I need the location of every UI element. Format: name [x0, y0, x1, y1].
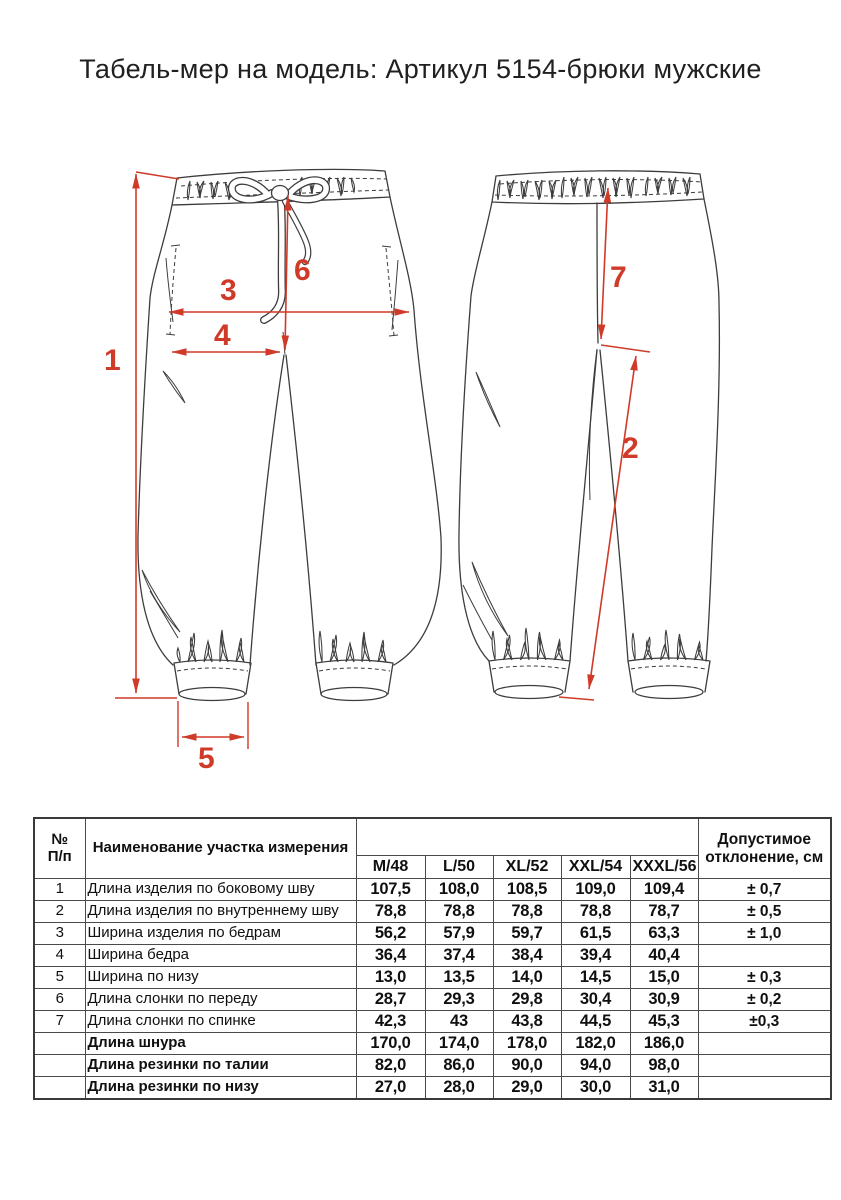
value-cell: 30,0: [561, 1077, 630, 1099]
value-cell: 78,8: [561, 901, 630, 923]
tolerance-cell: ± 0,2: [698, 989, 831, 1011]
measure-name: Длина резинки по талии: [85, 1055, 356, 1077]
row-num: [34, 1077, 85, 1099]
dim-label-6: 6: [294, 254, 311, 287]
back-left-side-seam: [459, 202, 492, 661]
value-cell: 182,0: [561, 1033, 630, 1055]
value-cell: 78,8: [425, 901, 493, 923]
measure-name: Ширина по низу: [85, 967, 356, 989]
value-cell: 109,4: [630, 879, 698, 901]
header-measure-name: Наименование участка измерения: [85, 818, 356, 879]
value-cell: 37,4: [425, 945, 493, 967]
header-size-xxl54: XXL/54: [561, 856, 630, 879]
tolerance-cell: [698, 945, 831, 967]
table-row: [34, 923, 831, 945]
value-cell: 98,0: [630, 1055, 698, 1077]
page-title: Табель-мер на модель: Артикул 5154-брюки мужские: [79, 54, 762, 84]
tolerance-cell: ±0,3: [698, 1011, 831, 1033]
table-row: [34, 1033, 831, 1055]
header-num: № П/п: [34, 818, 85, 879]
header-size-m48: М/48: [356, 856, 425, 879]
value-cell: 43: [425, 1011, 493, 1033]
back-right-side-seam: [704, 199, 719, 661]
value-cell: 86,0: [425, 1055, 493, 1077]
table-row: [34, 879, 831, 901]
row-num: 5: [34, 967, 85, 989]
header-size-l50: L/50: [425, 856, 493, 879]
value-cell: 15,0: [630, 967, 698, 989]
value-cell: 29,8: [493, 989, 561, 1011]
tolerance-cell: ± 1,0: [698, 923, 831, 945]
dim-label-5: 5: [198, 742, 215, 775]
back-left-inseam: [570, 350, 597, 661]
drawstring-bow: [232, 180, 326, 320]
value-cell: 28,0: [425, 1077, 493, 1099]
value-cell: 31,0: [630, 1077, 698, 1099]
table-row: [34, 989, 831, 1011]
table-body: [34, 879, 831, 1099]
tolerance-cell: [698, 1077, 831, 1099]
dim-label-2: 2: [622, 432, 639, 465]
value-cell: 178,0: [493, 1033, 561, 1055]
value-cell: 82,0: [356, 1055, 425, 1077]
pants-front-view: [138, 169, 703, 700]
header-sizes-group: [356, 818, 698, 856]
technical-drawing: [0, 130, 841, 810]
value-cell: 28,7: [356, 989, 425, 1011]
table-row: [34, 1077, 831, 1099]
pants-back-view: [459, 171, 719, 699]
tolerance-cell: ± 0,3: [698, 967, 831, 989]
value-cell: 56,2: [356, 923, 425, 945]
value-cell: 78,8: [493, 901, 561, 923]
row-num: [34, 1033, 85, 1055]
value-cell: 44,5: [561, 1011, 630, 1033]
value-cell: 30,9: [630, 989, 698, 1011]
header-size-xl52: XL/52: [493, 856, 561, 879]
value-cell: 29,0: [493, 1077, 561, 1099]
dim-label-7: 7: [610, 261, 627, 294]
value-cell: 174,0: [425, 1033, 493, 1055]
table-row: [34, 967, 831, 989]
row-num: 4: [34, 945, 85, 967]
value-cell: 27,0: [356, 1077, 425, 1099]
value-cell: 38,4: [493, 945, 561, 967]
value-cell: 108,5: [493, 879, 561, 901]
value-cell: 107,5: [356, 879, 425, 901]
tolerance-cell: [698, 1055, 831, 1077]
table-row: [34, 1055, 831, 1077]
row-num: 1: [34, 879, 85, 901]
value-cell: 57,9: [425, 923, 493, 945]
value-cell: 186,0: [630, 1033, 698, 1055]
row-num: [34, 1055, 85, 1077]
value-cell: 45,3: [630, 1011, 698, 1033]
front-left-inseam: [250, 355, 284, 665]
back-right-inseam: [600, 350, 628, 661]
table-row: [34, 901, 831, 923]
table-row: [34, 1011, 831, 1033]
value-cell: 40,4: [630, 945, 698, 967]
measure-name: Длина слонки по переду: [85, 989, 356, 1011]
value-cell: 90,0: [493, 1055, 561, 1077]
measure-name: Ширина бедра: [85, 945, 356, 967]
measure-name: Длина слонки по спинке: [85, 1011, 356, 1033]
value-cell: 30,4: [561, 989, 630, 1011]
value-cell: 29,3: [425, 989, 493, 1011]
row-num: 3: [34, 923, 85, 945]
header-tolerance: Допустимое отклонение, см: [698, 818, 831, 879]
table-row: [34, 945, 831, 967]
value-cell: 43,8: [493, 1011, 561, 1033]
dim-label-4: 4: [214, 319, 231, 352]
value-cell: 36,4: [356, 945, 425, 967]
value-cell: 63,3: [630, 923, 698, 945]
dimension-arrows: [104, 172, 650, 775]
value-cell: 94,0: [561, 1055, 630, 1077]
value-cell: 14,5: [561, 967, 630, 989]
value-cell: 42,3: [356, 1011, 425, 1033]
dim-label-1: 1: [104, 344, 121, 377]
value-cell: 170,0: [356, 1033, 425, 1055]
value-cell: 14,0: [493, 967, 561, 989]
value-cell: 59,7: [493, 923, 561, 945]
row-num: 2: [34, 901, 85, 923]
value-cell: 61,5: [561, 923, 630, 945]
value-cell: 109,0: [561, 879, 630, 901]
row-num: 7: [34, 1011, 85, 1033]
measure-name: Длина изделия по боковому шву: [85, 879, 356, 901]
tolerance-cell: ± 0,5: [698, 901, 831, 923]
measure-name: Длина шнура: [85, 1033, 356, 1055]
value-cell: 13,0: [356, 967, 425, 989]
value-cell: 78,7: [630, 901, 698, 923]
value-cell: 108,0: [425, 879, 493, 901]
back-center-seam: [597, 203, 598, 343]
front-right-inseam: [286, 355, 316, 665]
tolerance-cell: [698, 1033, 831, 1055]
measure-name: Ширина изделия по бедрам: [85, 923, 356, 945]
row-num: 6: [34, 989, 85, 1011]
value-cell: 39,4: [561, 945, 630, 967]
measure-name: Длина изделия по внутреннему шву: [85, 901, 356, 923]
tolerance-cell: ± 0,7: [698, 879, 831, 901]
value-cell: 13,5: [425, 967, 493, 989]
dim-label-3: 3: [220, 274, 237, 307]
measurement-table: [33, 817, 832, 1100]
measure-name: Длина резинки по низу: [85, 1077, 356, 1099]
header-size-xxxl56: XXXL/56: [630, 856, 698, 879]
value-cell: 78,8: [356, 901, 425, 923]
